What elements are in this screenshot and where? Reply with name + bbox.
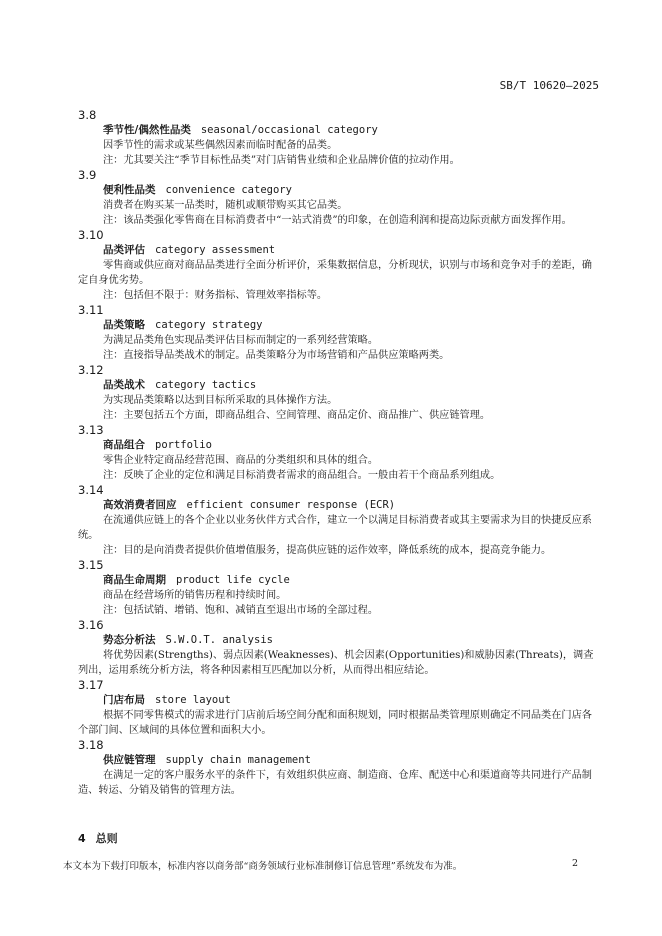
term-note: 注：反映了企业的定位和满足目标消费者需求的商品组合。一般由若干个商品系列组成。 [103, 470, 501, 481]
term-title-en: category assessment [155, 244, 276, 256]
term-number: 3.16 [78, 618, 104, 632]
term-number: 3.14 [78, 483, 104, 497]
term-entry [78, 363, 600, 423]
term-title-zh: 品类评估 [103, 244, 145, 256]
term-entry [78, 678, 600, 738]
term-title-en: convenience category [165, 184, 292, 196]
term-number: 3.12 [78, 363, 104, 377]
term-definition: 商品在经营场所的销售历程和持续时间。 [103, 590, 287, 601]
term-title-zh: 供应链管理 [103, 754, 156, 766]
term-note: 注：直接指导品类战术的制定。品类策略分为市场营销和产品供应策略两类。 [103, 350, 450, 361]
term-number: 3.15 [78, 558, 104, 572]
term-title [78, 243, 600, 258]
term-definition: 零售商或供应商对商品品类进行全面分析评价，采集数据信息，分析现状，识别与市场和竞争对手的差距，确定自身优劣势。 [78, 260, 592, 286]
term-title-en: S.W.O.T. analysis [165, 634, 273, 646]
term-title-en: product life cycle [176, 574, 290, 586]
term-title [78, 183, 600, 198]
term-title-en: category tactics [155, 379, 257, 391]
term-title [78, 378, 600, 393]
term-title [78, 498, 600, 513]
term-entry [78, 228, 600, 303]
term-note: 注：目的是向消费者提供价值增值服务，提高供应链的运作效率，降低系统的成本，提高竞争能力。 [103, 545, 552, 556]
term-entry [78, 108, 600, 168]
term-number: 3.8 [78, 108, 97, 122]
term-note: 注：该品类强化零售商在目标消费者中“一站式消费”的印象，在创造利润和提高边际贡献方面发挥作用。 [103, 215, 572, 226]
term-number: 3.10 [78, 228, 104, 242]
term-definition: 消费者在购买某一品类时，随机或顺带购买其它品类。 [103, 200, 348, 211]
footer-note: 本文本为下载打印版本，标准内容以商务部“商务领域行业标准制修订信息管理”系统发布为准。 [63, 861, 463, 872]
term-entry [78, 738, 600, 798]
term-title-en: portfolio [155, 439, 212, 451]
term-title-zh: 商品组合 [103, 439, 145, 451]
term-definition: 为满足品类角色实现品类评估目标而制定的一系列经营策略。 [103, 335, 379, 346]
term-entry [78, 618, 600, 678]
page-footer [63, 858, 578, 872]
term-title [78, 633, 600, 648]
term-title-zh: 季节性/偶然性品类 [103, 124, 191, 136]
term-title-zh: 门店布局 [103, 694, 145, 706]
term-title-zh: 品类战术 [103, 379, 145, 391]
term-title-zh: 高效消费者回应 [103, 499, 177, 511]
term-title-en: category strategy [155, 319, 263, 331]
term-note: 注：尤其要关注“季节目标性品类”对门店销售业绩和企业品牌价值的拉动作用。 [103, 155, 460, 166]
term-title [78, 438, 600, 453]
term-entry [78, 483, 600, 558]
term-note: 注：主要包括五个方面，即商品组合、空间管理、商品定价、商品推广、供应链管理。 [103, 410, 491, 421]
term-definition: 因季节性的需求或某些偶然因素而临时配备的品类。 [103, 140, 338, 151]
terms-list [78, 108, 600, 798]
term-title-en: efficient consumer response (ECR) [186, 499, 396, 511]
term-title-en: store layout [155, 694, 231, 706]
section-heading [78, 830, 118, 846]
page-number: 2 [571, 858, 578, 869]
term-title-zh: 品类策略 [103, 319, 145, 331]
section-number: 4 [78, 832, 86, 845]
term-number: 3.18 [78, 738, 104, 752]
term-number: 3.9 [78, 168, 97, 182]
term-title [78, 123, 600, 138]
term-title [78, 318, 600, 333]
section-title: 总则 [95, 832, 118, 845]
term-definition: 为实现品类策略以达到目标所采取的具体操作方法。 [103, 395, 338, 406]
term-definition: 在满足一定的客户服务水平的条件下，有效组织供应商、制造商、仓库、配送中心和渠道商等共同进行产品制造、转运、分销及销售的管理方法。 [78, 770, 592, 796]
term-title-zh: 便利性品类 [103, 184, 156, 196]
term-title [78, 693, 600, 708]
term-entry [78, 303, 600, 363]
standard-code: SB/T 10620—2025 [499, 79, 599, 92]
term-definition: 在流通供应链上的各个企业以业务伙伴方式合作，建立一个以满足目标消费者或其主要需求为目的快捷反应系统。 [78, 515, 592, 541]
term-definition: 将优势因素(Strengths)、弱点因素(Weaknesses)、机会因素(Opportunities)和威胁因素(Threats)，调查列出，运用系统分析方法，将各种因素相互匹配加以分析，从而得出相应结论。 [78, 650, 594, 676]
term-definition: 零售企业特定商品经营范围、商品的分类组织和具体的组合。 [103, 455, 379, 466]
term-note: 注：包括但不限于：财务指标、管理效率指标等。 [103, 290, 328, 301]
term-title-zh: 商品生命周期 [103, 574, 166, 586]
term-number: 3.13 [78, 423, 104, 437]
term-title [78, 573, 600, 588]
term-definition: 根据不同零售模式的需求进行门店前后场空间分配和面积规划，同时根据品类管理原则确定不同品类在门店各个部门间、区域间的具体位置和面积大小。 [78, 710, 592, 736]
term-title-zh: 势态分析法 [103, 634, 156, 646]
term-entry [78, 168, 600, 228]
term-note: 注：包括试销、增销、饱和、减销直至退出市场的全部过程。 [103, 605, 379, 616]
term-number: 3.17 [78, 678, 104, 692]
term-entry [78, 423, 600, 483]
term-title-en: seasonal/occasional category [200, 124, 378, 136]
term-entry [78, 558, 600, 618]
term-number: 3.11 [78, 303, 104, 317]
term-title [78, 753, 600, 768]
term-title-en: supply chain management [165, 754, 311, 766]
